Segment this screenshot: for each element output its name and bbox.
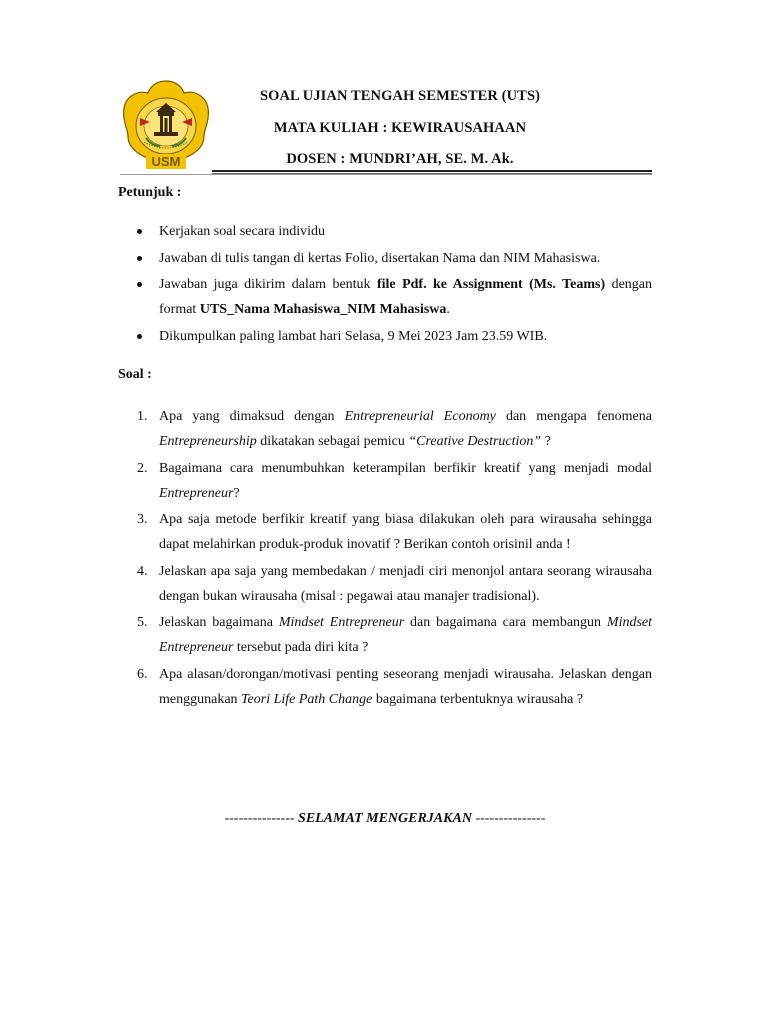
question-number: 5. <box>137 615 148 630</box>
list-item <box>118 272 652 322</box>
instruction-text: . <box>446 302 450 317</box>
list-item <box>118 246 652 271</box>
question-text: Bagaimana cara menumbuhkan keterampilan berfikir kreatif yang menjadi modal <box>159 460 652 476</box>
bullet-icon <box>137 282 142 287</box>
question-number: 2. <box>137 460 148 476</box>
questions-label: Soal : <box>118 367 152 382</box>
closing-line <box>118 811 652 827</box>
question-text: Apa yang dimaksud dengan <box>159 409 345 424</box>
question-item <box>118 662 652 712</box>
header-divider <box>212 170 652 172</box>
instruction-bold: file Pdf. ke Assignment (Ms. Teams) <box>376 277 606 292</box>
instruction-text: Dikumpulkan paling lambat hari Selasa, 9 Mei 2023 Jam 23.59 WIB. <box>159 328 548 344</box>
bullet-icon <box>137 229 142 234</box>
bullet-icon <box>137 334 142 339</box>
question-number: 1. <box>137 409 148 424</box>
closing-dashes: --------------- <box>224 811 299 826</box>
instruction-text: dengan format <box>159 277 652 317</box>
list-item <box>118 324 652 349</box>
instruction-text: Kerjakan soal secara individu <box>159 224 325 239</box>
question-number: 6. <box>137 666 148 682</box>
question-text: tersebut pada diri kita ? <box>233 640 369 655</box>
question-text: ? <box>233 485 240 501</box>
question-number: 3. <box>137 512 148 527</box>
question-item <box>118 507 652 557</box>
instructions-list <box>118 219 652 350</box>
question-italic: Mindset Entrepreneur <box>159 615 653 655</box>
closing-dashes: --------------- <box>471 811 546 826</box>
instruction-bold: UTS_Nama Mahasiswa_NIM Mahasiswa <box>199 302 447 317</box>
question-text: dikatakan sebagai pemicu <box>256 434 409 449</box>
question-italic: Mindset Entrepreneur <box>278 615 405 630</box>
questions-list <box>118 404 652 713</box>
question-number: 4. <box>137 563 148 579</box>
question-text: Jelaskan apa saja yang membedakan / menjadi ciri menonjol antara seorang wirausaha dengan bukan wirausaha (misal : pegawai atau manajer tradisional). <box>159 563 652 604</box>
course-name: MATA KULIAH : KEWIRAUSAHAAN <box>273 120 527 136</box>
list-item <box>118 219 652 244</box>
question-italic: Entrepreneur <box>159 485 234 501</box>
question-text: dan bagaimana cara membangun <box>404 615 607 630</box>
header-divider-full <box>120 174 652 175</box>
bullet-icon <box>137 256 142 261</box>
question-item <box>118 404 652 454</box>
question-italic: “Creative Destruction” <box>408 434 542 449</box>
logo-text: USM <box>151 154 181 169</box>
question-text: bagaimana terbentuknya wirausaha ? <box>372 691 584 707</box>
question-italic: Entrepreneurship <box>159 434 257 449</box>
question-text: dan mengapa fenomena <box>495 409 652 424</box>
question-text: Apa alasan/dorongan/motivasi penting seseorang menjadi wirausaha. Jelaskan dengan menggunakan <box>159 666 652 707</box>
instructions-label: Petunjuk : <box>118 185 182 200</box>
question-item <box>118 610 652 660</box>
closing-text: SELAMAT MENGERJAKAN <box>298 811 472 826</box>
question-italic: Teori Life Path Change <box>241 691 373 707</box>
question-text: ? <box>541 434 551 449</box>
lecturer-name: DOSEN : MUNDRI’AH, SE. M. Ak. <box>286 151 514 167</box>
university-logo <box>120 78 212 172</box>
question-item <box>118 456 652 506</box>
question-text: Jelaskan bagaimana <box>159 615 279 630</box>
instruction-text: Jawaban juga dikirim dalam bentuk <box>159 277 377 292</box>
question-text: Apa saja metode berfikir kreatif yang biasa dilakukan oleh para wirausaha sehingga dapat melahirkan produk-produk inovatif ? Berikan contoh orisinil anda ! <box>159 512 652 552</box>
instruction-text: Jawaban di tulis tangan di kertas Folio, disertakan Nama dan NIM Mahasiswa. <box>159 250 601 266</box>
question-italic: Entrepreneurial Economy <box>344 409 496 424</box>
question-item <box>118 559 652 609</box>
exam-title: SOAL UJIAN TENGAH SEMESTER (UTS) <box>259 88 541 104</box>
